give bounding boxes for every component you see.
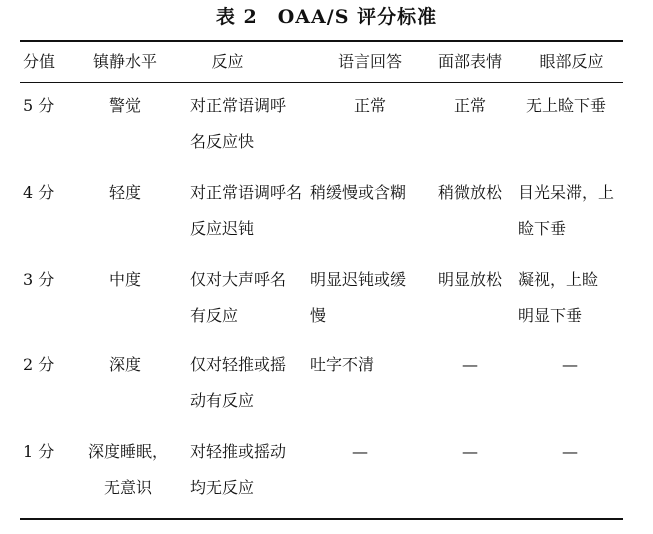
cell-eye-response: — — [562, 442, 578, 461]
cell-score: 4 分 — [23, 183, 55, 202]
header-score: 分值 — [23, 52, 56, 71]
table-caption: 表 2 OAA/S 评分标准 — [215, 6, 438, 28]
table-header-row — [20, 42, 623, 82]
header-response: 反应 — [211, 52, 244, 71]
cell-facial-expression: 明显放松 — [437, 270, 502, 289]
cell-verbal-response: 吐字不清 — [310, 355, 375, 374]
cell-score: 5 分 — [23, 96, 55, 115]
cell-facial-expression: — — [462, 355, 478, 374]
cell-facial-expression: 稍微放松 — [437, 183, 502, 202]
cell-sedation-level: 轻度 — [108, 183, 141, 202]
cell-facial-expression: 正常 — [453, 96, 486, 115]
cell-eye-response: 凝视，上睑明显下垂 — [518, 270, 599, 325]
cell-eye-response: — — [562, 355, 578, 374]
cell-sedation-level: 深度睡眠，无意识 — [87, 442, 168, 497]
header-eye-response: 眼部反应 — [539, 52, 604, 71]
table-header-rule — [20, 82, 623, 83]
cell-eye-response: 无上睑下垂 — [526, 96, 607, 115]
cell-sedation-level: 中度 — [108, 270, 141, 289]
cell-response: 对轻推或摇动均无反应 — [190, 442, 287, 497]
cell-verbal-response: 正常 — [353, 96, 386, 115]
cell-verbal-response: 稍缓慢或含糊 — [310, 183, 407, 202]
cell-sedation-level: 深度 — [108, 355, 141, 374]
cell-response: 仅对轻推或摇动有反应 — [190, 355, 287, 410]
cell-score: 1 分 — [23, 442, 55, 461]
cell-score: 2 分 — [23, 355, 55, 374]
cell-eye-response: 目光呆滞，上睑下垂 — [518, 183, 615, 238]
header-verbal-response: 语言回答 — [337, 52, 402, 71]
header-facial-expression: 面部表情 — [437, 52, 502, 71]
cell-response: 对正常语调呼名反应快 — [190, 96, 287, 151]
cell-facial-expression: — — [462, 442, 478, 461]
header-sedation-level: 镇静水平 — [92, 52, 157, 71]
cell-verbal-response: 明显迟钝或缓慢 — [310, 270, 407, 325]
cell-verbal-response: — — [352, 442, 368, 461]
cell-score: 3 分 — [23, 270, 55, 289]
cell-response: 对正常语调呼名反应迟钝 — [190, 183, 303, 238]
cell-sedation-level: 警觉 — [108, 96, 141, 115]
cell-response: 仅对大声呼名有反应 — [190, 270, 287, 325]
table-bottom-rule — [20, 518, 623, 520]
